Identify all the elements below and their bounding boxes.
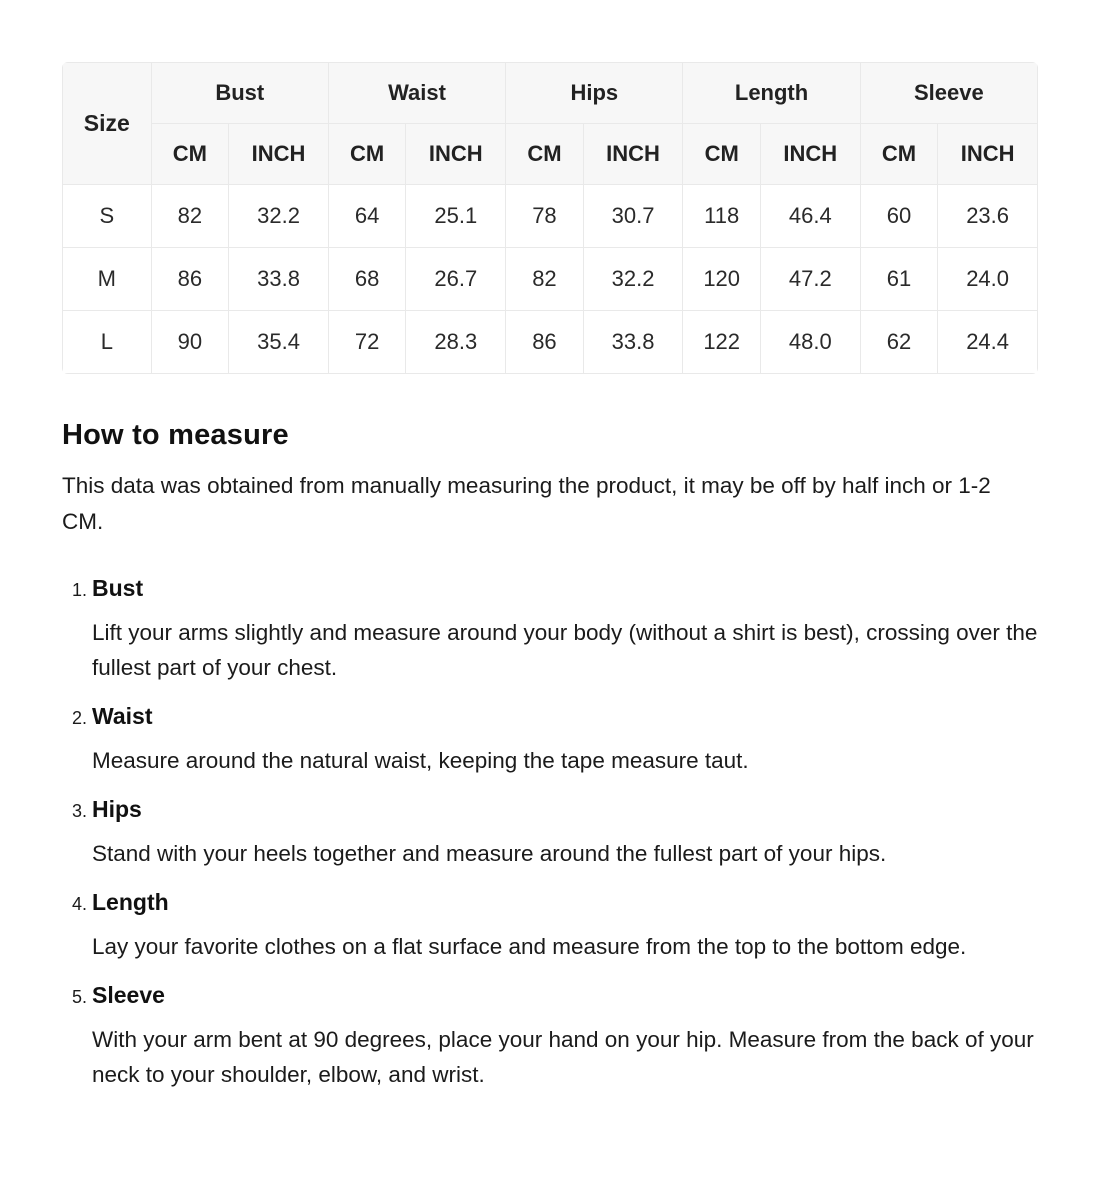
value-cell: 86	[506, 311, 584, 374]
value-cell: 24.4	[938, 311, 1038, 374]
table-row	[63, 248, 1038, 311]
value-cell: 35.4	[229, 311, 329, 374]
size-chart-header	[63, 63, 1038, 185]
value-cell: 61	[860, 248, 938, 311]
value-cell: 33.8	[229, 248, 329, 311]
measurement-header-hips: Hips	[506, 63, 683, 124]
step-description: Lift your arms slightly and measure around your body (without a shirt is best), crossing over the fullest part of your chest.	[92, 620, 1038, 680]
unit-header-inch: INCH	[583, 124, 683, 185]
step-description: Stand with your heels together and measure around the fullest part of your hips.	[92, 841, 887, 866]
size-chart-table	[62, 62, 1038, 374]
measure-step-hips	[92, 795, 1038, 871]
value-cell: 33.8	[583, 311, 683, 374]
step-term: 4. Length	[92, 889, 169, 915]
unit-header-row	[63, 124, 1038, 185]
unit-header-inch: INCH	[938, 124, 1038, 185]
section-title: How to measure	[62, 419, 289, 451]
measure-step-sleeve	[92, 981, 1038, 1092]
measurement-header-waist: Waist	[328, 63, 505, 124]
unit-header-cm: CM	[683, 124, 761, 185]
value-cell: 78	[506, 185, 584, 248]
measurement-header-length: Length	[683, 63, 860, 124]
value-cell: 48.0	[760, 311, 860, 374]
value-cell: 60	[860, 185, 938, 248]
value-cell: 46.4	[760, 185, 860, 248]
size-chart-body	[63, 185, 1038, 374]
value-cell: 32.2	[583, 248, 683, 311]
intro-text: This data was obtained from manually measuring the product, it may be off by half inch or 1-2 CM.	[62, 473, 991, 534]
step-term: 5. Sleeve	[92, 982, 165, 1008]
value-cell: 118	[683, 185, 761, 248]
measure-step-length	[92, 888, 1038, 964]
measurement-header-sleeve: Sleeve	[860, 63, 1037, 124]
measure-step-waist	[92, 702, 1038, 778]
value-cell: 62	[860, 311, 938, 374]
unit-header-inch: INCH	[229, 124, 329, 185]
step-term: 3. Hips	[92, 796, 142, 822]
value-cell: 120	[683, 248, 761, 311]
step-term: 2. Waist	[92, 703, 153, 729]
measure-steps-list	[62, 574, 1038, 1092]
value-cell: 68	[328, 248, 406, 311]
value-cell: 122	[683, 311, 761, 374]
size-cell: L	[63, 311, 152, 374]
value-cell: 90	[151, 311, 229, 374]
size-cell: M	[63, 248, 152, 311]
size-cell: S	[63, 185, 152, 248]
value-cell: 32.2	[229, 185, 329, 248]
value-cell: 24.0	[938, 248, 1038, 311]
step-description: Measure around the natural waist, keeping the tape measure taut.	[92, 748, 749, 773]
value-cell: 86	[151, 248, 229, 311]
measurement-header-row	[63, 63, 1038, 124]
table-row	[63, 185, 1038, 248]
value-cell: 25.1	[406, 185, 506, 248]
unit-header-inch: INCH	[406, 124, 506, 185]
size-column-header: Size	[63, 63, 152, 185]
unit-header-cm: CM	[328, 124, 406, 185]
unit-header-cm: CM	[506, 124, 584, 185]
table-row	[63, 311, 1038, 374]
measurement-header-bust: Bust	[151, 63, 328, 124]
value-cell: 82	[506, 248, 584, 311]
value-cell: 28.3	[406, 311, 506, 374]
value-cell: 82	[151, 185, 229, 248]
value-cell: 72	[328, 311, 406, 374]
value-cell: 64	[328, 185, 406, 248]
value-cell: 30.7	[583, 185, 683, 248]
unit-header-cm: CM	[151, 124, 229, 185]
value-cell: 23.6	[938, 185, 1038, 248]
step-description: With your arm bent at 90 degrees, place your hand on your hip. Measure from the back of your neck to your shoulder, elbow, and wrist.	[92, 1027, 1034, 1087]
unit-header-inch: INCH	[760, 124, 860, 185]
measure-step-bust	[92, 574, 1038, 685]
size-chart	[62, 62, 1038, 374]
value-cell: 47.2	[760, 248, 860, 311]
value-cell: 26.7	[406, 248, 506, 311]
step-term: 1. Bust	[92, 575, 144, 601]
step-description: Lay your favorite clothes on a flat surface and measure from the top to the bottom edge.	[92, 934, 967, 959]
unit-header-cm: CM	[860, 124, 938, 185]
